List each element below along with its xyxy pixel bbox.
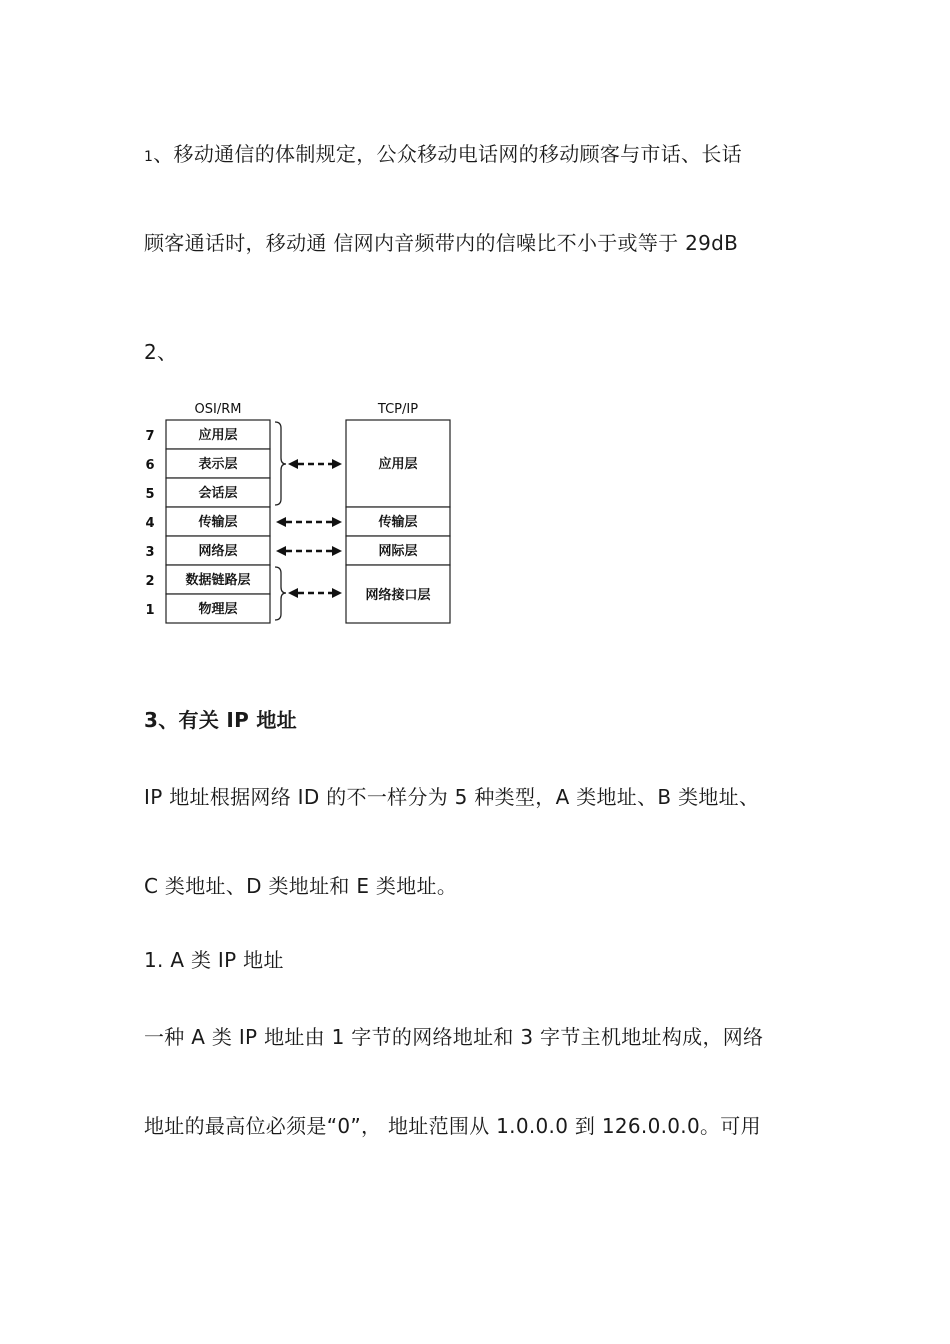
- osi-layer-number: 7: [145, 429, 155, 444]
- tcpip-layer-name: 网际层: [378, 544, 418, 559]
- osi-layer-name: 物理层: [198, 602, 238, 617]
- subheading-class-a: 1. A 类 IP 地址: [144, 948, 284, 972]
- osi-layer-number: 1: [145, 603, 155, 618]
- osi-layer-name: 应用层: [198, 428, 238, 443]
- osi-title: OSI/RM: [194, 402, 242, 417]
- paragraph-3-line-1: IP 地址根据网络 ID 的不一样分为 5 种类型，A 类地址、B 类地址、: [144, 785, 760, 809]
- osi-layer-name: 传输层: [198, 515, 238, 530]
- arrow-head-right: [332, 546, 342, 556]
- arrow-head-right: [332, 517, 342, 527]
- tcpip-layer-name: 应用层: [378, 457, 418, 472]
- arrow-head-right: [332, 459, 342, 469]
- arrow-head-left: [276, 546, 286, 556]
- osi-layer-number: 6: [145, 458, 155, 473]
- upper-brace: [275, 422, 286, 505]
- paragraph-5-line-1: 一种 A 类 IP 地址由 1 字节的网络地址和 3 字节主机地址构成，网络: [144, 1025, 764, 1049]
- osi-layer-number: 4: [145, 516, 155, 531]
- arrow-head-left: [288, 588, 298, 598]
- osi-layer-name: 会话层: [198, 486, 238, 501]
- lower-brace: [275, 567, 286, 620]
- arrow-head-right: [332, 588, 342, 598]
- osi-layer-number: 3: [145, 545, 155, 560]
- section-heading-ip-address: 3、有关 IP 地址: [144, 708, 297, 732]
- tcpip-layer-name: 网络接口层: [365, 588, 431, 603]
- tcpip-title: TCP/IP: [377, 402, 419, 417]
- paragraph-5-line-2: 地址的最高位必须是“0”， 地址范围从 1.0.0.0 到 126.0.0.0。可用: [144, 1114, 761, 1138]
- item-2-label: 2、: [144, 340, 178, 364]
- osi-layer-name: 数据链路层: [185, 573, 251, 588]
- paragraph-text: 、移动通信的体制规定，公众移动电话网的移动顾客与市话、长话: [153, 142, 742, 166]
- osi-layer-name: 表示层: [198, 457, 238, 472]
- paragraph-1-line-2: 顾客通话时，移动通 信网内音频带内的信噪比不小于或等于 29dB: [144, 231, 739, 255]
- paragraph-1-line-1: [144, 140, 742, 171]
- osi-layer-number: 2: [145, 574, 155, 589]
- tcpip-column: [346, 420, 450, 623]
- arrow-head-left: [288, 459, 298, 469]
- osi-layer-name: 网络层: [198, 544, 238, 559]
- osi-tcpip-layer-diagram: [142, 398, 454, 628]
- item-number: 1: [144, 149, 154, 165]
- paragraph-3-line-2: C 类地址、D 类地址和 E 类地址。: [144, 874, 458, 898]
- osi-column: [145, 420, 270, 623]
- tcpip-layer-name: 传输层: [378, 515, 418, 530]
- arrow-head-left: [276, 517, 286, 527]
- osi-layer-number: 5: [145, 487, 155, 502]
